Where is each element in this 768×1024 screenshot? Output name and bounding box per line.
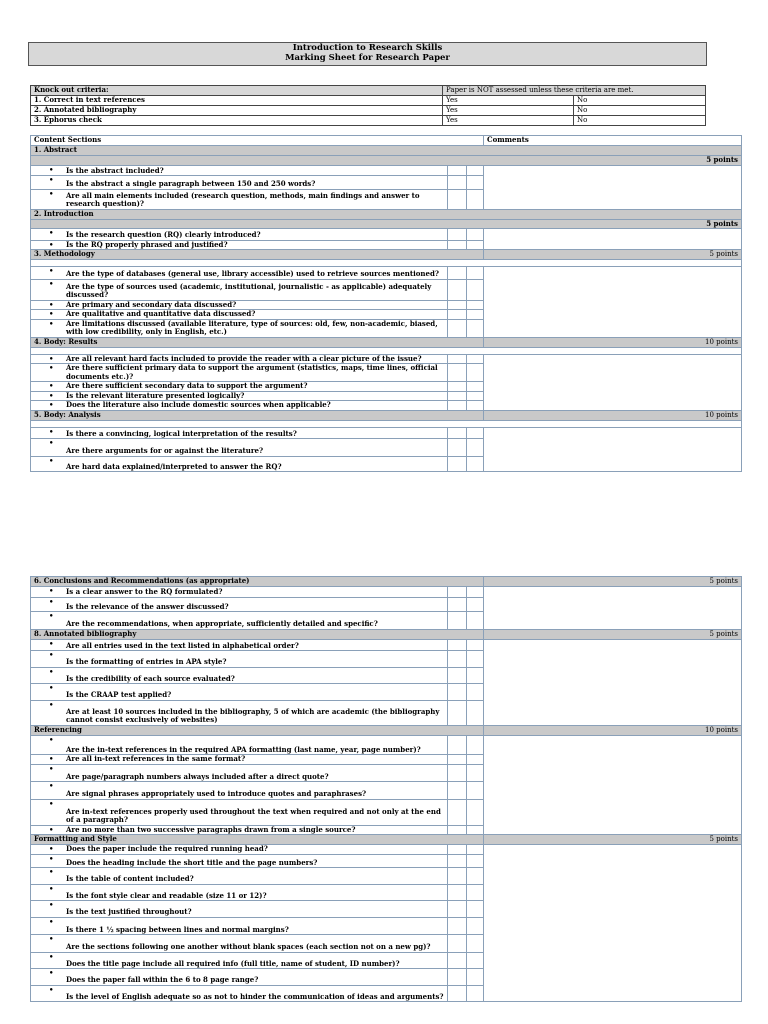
score-cell[interactable] <box>448 319 467 337</box>
score-cell[interactable] <box>448 935 467 953</box>
criterion-text: • Is the font style clear and readable (size 11 or 12)? <box>31 884 448 901</box>
score-cell[interactable] <box>448 229 467 241</box>
section-points: 10 points <box>484 337 742 347</box>
criterion-text: • Is the formatting of entries in APA style? <box>31 651 448 668</box>
score-cell[interactable] <box>448 354 467 364</box>
comment-cell[interactable] <box>484 354 742 410</box>
check-cell[interactable] <box>467 310 484 320</box>
knockout-yes[interactable]: Yes <box>443 96 574 106</box>
content-sections-table <box>30 135 742 472</box>
section-title: Referencing <box>31 725 484 735</box>
check-cell[interactable] <box>467 782 484 800</box>
check-cell[interactable] <box>467 391 484 401</box>
criterion-text: • Are qualitative and quantitative data discussed? <box>31 310 448 320</box>
criterion-text: • Are there arguments for or against the literature? <box>31 439 448 457</box>
criterion-text: • Are page/paragraph numbers always included after a direct quote? <box>31 764 448 782</box>
criterion-text: • Is the abstract a single paragraph between 150 and 250 words? <box>31 176 448 190</box>
comment-cell[interactable] <box>484 427 742 472</box>
criterion-text: • Is the credibility of each source evaluated? <box>31 667 448 684</box>
content-sections-table-continued <box>30 576 742 1002</box>
criterion-text: • Is the text justified throughout? <box>31 901 448 918</box>
score-cell[interactable] <box>448 639 467 651</box>
score-cell[interactable] <box>448 391 467 401</box>
section-header <box>31 146 742 156</box>
section-header <box>31 835 742 845</box>
check-cell[interactable] <box>467 267 484 280</box>
section-title: 8. Annotated bibliography <box>31 629 484 639</box>
criterion-text: • Are the type of databases (general use, library accessible) used to retrieve sources mentioned? <box>31 267 448 280</box>
score-cell[interactable] <box>448 176 467 190</box>
section-header <box>31 209 742 219</box>
section-points: 5 points <box>484 835 742 845</box>
criterion-row <box>31 735 742 755</box>
criterion-text: • Are all main elements included (research question, methods, main findings and answer to research question)? <box>31 189 448 209</box>
comment-cell[interactable] <box>484 587 742 630</box>
document-title: Introduction to Research Skills <box>292 43 443 53</box>
score-cell[interactable] <box>448 917 467 935</box>
score-cell[interactable] <box>448 764 467 782</box>
score-cell[interactable] <box>448 700 467 725</box>
knockout-no[interactable]: No <box>574 96 706 106</box>
check-cell[interactable] <box>467 240 484 250</box>
check-cell[interactable] <box>467 176 484 190</box>
knockout-yes[interactable]: Yes <box>443 116 574 126</box>
criterion-text: • Is the relevant literature presented logically? <box>31 391 448 401</box>
check-cell[interactable] <box>467 735 484 755</box>
check-cell[interactable] <box>467 354 484 364</box>
score-cell[interactable] <box>448 868 467 885</box>
section-title: Formatting and Style <box>31 835 484 845</box>
knockout-no[interactable]: No <box>574 116 706 126</box>
section-points: 5 points <box>31 156 742 166</box>
criterion-row <box>31 229 742 241</box>
comment-cell[interactable] <box>484 267 742 338</box>
criterion-text: • Are signal phrases appropriately used to introduce quotes and paraphrases? <box>31 782 448 800</box>
score-cell[interactable] <box>448 854 467 868</box>
check-cell[interactable] <box>467 969 484 986</box>
document-subtitle: Marking Sheet for Research Paper <box>285 53 450 63</box>
criterion-text: • Is the relevance of the answer discussed? <box>31 597 448 612</box>
score-cell[interactable] <box>448 267 467 280</box>
section-header <box>31 410 742 420</box>
score-cell[interactable] <box>448 667 467 684</box>
score-cell[interactable] <box>448 401 467 411</box>
criterion-text: • Are primary and secondary data discussed? <box>31 300 448 310</box>
check-cell[interactable] <box>467 952 484 969</box>
check-cell[interactable] <box>467 439 484 457</box>
criterion-text: • Are the recommendations, when appropriate, sufficiently detailed and specific? <box>31 612 448 630</box>
check-cell[interactable] <box>467 651 484 668</box>
check-cell[interactable] <box>467 799 484 825</box>
criterion-text: • Are limitations discussed (available literature, type of sources: old, few, non-academic, biased, with low credibility, only in English, etc.) <box>31 319 448 337</box>
section-header <box>31 725 742 735</box>
check-cell[interactable] <box>467 985 484 1002</box>
criterion-text: • Are all entries used in the text listed in alphabetical order? <box>31 639 448 651</box>
check-cell[interactable] <box>467 667 484 684</box>
section-title: 4. Body: Results <box>31 337 484 347</box>
content-sections-header: Content Sections <box>31 136 484 146</box>
score-cell[interactable] <box>448 969 467 986</box>
criterion-row <box>31 845 742 855</box>
comments-header: Comments <box>484 136 742 146</box>
score-cell[interactable] <box>448 587 467 598</box>
section-points: 10 points <box>484 410 742 420</box>
score-cell[interactable] <box>448 382 467 392</box>
section-points: 5 points <box>484 250 742 260</box>
check-cell[interactable] <box>467 456 484 472</box>
check-cell[interactable] <box>467 845 484 855</box>
section-points: 5 points <box>31 219 742 229</box>
check-cell[interactable] <box>467 229 484 241</box>
criterion-row <box>31 587 742 598</box>
score-cell[interactable] <box>448 612 467 630</box>
criterion-text: • Is there a convincing, logical interpretation of the results? <box>31 427 448 439</box>
criterion-text: • Is the table of content included? <box>31 868 448 885</box>
section-header <box>31 577 742 587</box>
check-cell[interactable] <box>467 854 484 868</box>
criterion-text: • Is the CRAAP test applied? <box>31 684 448 701</box>
criterion-text: • Are there sufficient primary data to support the argument (statistics, maps, time lines, official documents etc.)? <box>31 364 448 382</box>
criterion-text: • Are in-text references properly used throughout the text when required and not only at the end of a paragraph? <box>31 799 448 825</box>
section-header <box>31 337 742 347</box>
criterion-text: • Does the paper include the required running head? <box>31 845 448 855</box>
criterion-text: • Are no more than two successive paragraphs drawn from a single source? <box>31 825 448 835</box>
criterion-text: • Are there sufficient secondary data to support the argument? <box>31 382 448 392</box>
check-cell[interactable] <box>467 587 484 598</box>
section-title: 3. Methodology <box>31 250 484 260</box>
knockout-label: 2. Annotated bibliography <box>34 105 137 114</box>
score-cell[interactable] <box>448 825 467 835</box>
check-cell[interactable] <box>467 700 484 725</box>
check-cell[interactable] <box>467 935 484 953</box>
criterion-row <box>31 267 742 280</box>
knockout-criteria-table <box>30 85 706 126</box>
criterion-text: • Is the level of English adequate so as not to hinder the communication of ideas and arguments? <box>31 985 448 1002</box>
criterion-text: • Are the in-text references in the required APA formatting (last name, year, page number)? <box>31 735 448 755</box>
check-cell[interactable] <box>467 427 484 439</box>
score-cell[interactable] <box>448 901 467 918</box>
check-cell[interactable] <box>467 612 484 630</box>
check-cell[interactable] <box>467 884 484 901</box>
check-cell[interactable] <box>467 189 484 209</box>
criterion-text: • Is the abstract included? <box>31 165 448 176</box>
knockout-yes[interactable]: Yes <box>443 106 574 116</box>
comment-cell[interactable] <box>484 845 742 1002</box>
score-cell[interactable] <box>448 456 467 472</box>
score-cell[interactable] <box>448 165 467 176</box>
check-cell[interactable] <box>467 764 484 782</box>
check-cell[interactable] <box>467 300 484 310</box>
section-title: 5. Body: Analysis <box>31 410 484 420</box>
criterion-text: • Does the heading include the short title and the page numbers? <box>31 854 448 868</box>
criterion-text: • Does the title page include all required info (full title, name of student, ID number)? <box>31 952 448 969</box>
check-cell[interactable] <box>467 639 484 651</box>
check-cell[interactable] <box>467 319 484 337</box>
check-cell[interactable] <box>467 684 484 701</box>
comment-cell[interactable] <box>484 735 742 835</box>
knockout-row <box>31 106 706 116</box>
knockout-note: Paper is NOT assessed unless these criteria are met. <box>443 86 706 96</box>
score-cell[interactable] <box>448 310 467 320</box>
check-cell[interactable] <box>467 901 484 918</box>
criterion-row <box>31 427 742 439</box>
criterion-text: • Are all in-text references in the same format? <box>31 755 448 765</box>
check-cell[interactable] <box>467 364 484 382</box>
score-cell[interactable] <box>448 240 467 250</box>
score-cell[interactable] <box>448 782 467 800</box>
knockout-header: Knock out criteria: <box>31 86 443 96</box>
criterion-text: • Is the RQ properly phrased and justified? <box>31 240 448 250</box>
criterion-text: • Are at least 10 sources included in the bibliography, 5 of which are academic (the bibliography cannot consist exclusively of websites) <box>31 700 448 725</box>
score-cell[interactable] <box>448 427 467 439</box>
check-cell[interactable] <box>467 917 484 935</box>
criterion-row <box>31 639 742 651</box>
criterion-text: • Are the type of sources used (academic, institutional, journalistic - as applicable) adequately discussed? <box>31 279 448 300</box>
check-cell[interactable] <box>467 597 484 612</box>
score-cell[interactable] <box>448 279 467 300</box>
criterion-text: • Does the literature also include domestic sources when applicable? <box>31 401 448 411</box>
knockout-row <box>31 96 706 106</box>
knockout-no[interactable]: No <box>574 106 706 116</box>
score-cell[interactable] <box>448 684 467 701</box>
criterion-text: • Is a clear answer to the RQ formulated? <box>31 587 448 598</box>
criterion-row <box>31 165 742 176</box>
score-cell[interactable] <box>448 985 467 1002</box>
check-cell[interactable] <box>467 825 484 835</box>
section-title: 1. Abstract <box>31 146 742 156</box>
check-cell[interactable] <box>467 165 484 176</box>
check-cell[interactable] <box>467 382 484 392</box>
score-cell[interactable] <box>448 189 467 209</box>
check-cell[interactable] <box>467 755 484 765</box>
comment-cell[interactable] <box>484 639 742 725</box>
score-cell[interactable] <box>448 735 467 755</box>
criterion-text: • Is the research question (RQ) clearly introduced? <box>31 229 448 241</box>
criterion-text: • Are all relevant hard facts included to provide the reader with a clear picture of the issue? <box>31 354 448 364</box>
knockout-row <box>31 116 706 126</box>
criterion-text: • Are hard data explained/interpreted to answer the RQ? <box>31 456 448 472</box>
check-cell[interactable] <box>467 868 484 885</box>
score-cell[interactable] <box>448 755 467 765</box>
section-title: 2. Introduction <box>31 209 742 219</box>
knockout-label: 3. Ephorus check <box>34 115 102 124</box>
criterion-text: • Does the paper fall within the 6 to 8 page range? <box>31 969 448 986</box>
criterion-text: • Are the sections following one another without blank spaces (each section not on a new pg)? <box>31 935 448 953</box>
document-title-box <box>28 42 707 66</box>
score-cell[interactable] <box>448 884 467 901</box>
score-cell[interactable] <box>448 799 467 825</box>
score-cell[interactable] <box>448 300 467 310</box>
section-points: 5 points <box>484 629 742 639</box>
knockout-label: 1. Correct in text references <box>34 95 145 104</box>
check-cell[interactable] <box>467 401 484 411</box>
check-cell[interactable] <box>467 279 484 300</box>
section-points: 10 points <box>484 725 742 735</box>
score-cell[interactable] <box>448 651 467 668</box>
score-cell[interactable] <box>448 952 467 969</box>
section-points: 5 points <box>484 577 742 587</box>
comment-cell[interactable] <box>484 229 742 250</box>
criterion-text: • Is there 1 ½ spacing between lines and normal margins? <box>31 917 448 935</box>
score-cell[interactable] <box>448 439 467 457</box>
section-header <box>31 629 742 639</box>
comment-cell[interactable] <box>484 165 742 209</box>
score-cell[interactable] <box>448 845 467 855</box>
score-cell[interactable] <box>448 597 467 612</box>
score-cell[interactable] <box>448 364 467 382</box>
section-header <box>31 250 742 260</box>
section-title: 6. Conclusions and Recommendations (as appropriate) <box>31 577 484 587</box>
